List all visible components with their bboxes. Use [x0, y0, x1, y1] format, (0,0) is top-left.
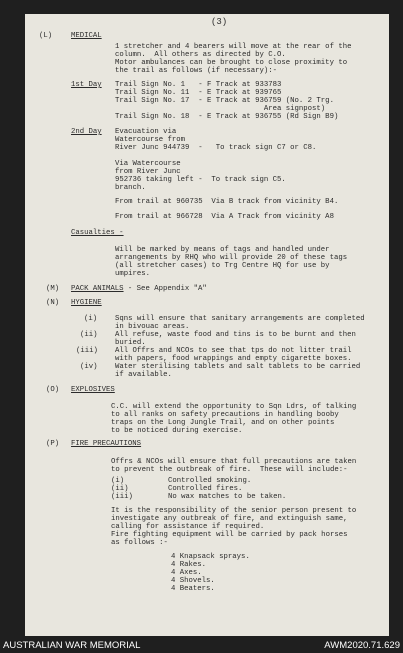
fire-item-number: (i) — [111, 477, 125, 485]
fire-line: to prevent the outbreak of fire. These will include:- — [111, 466, 348, 474]
fire-line: It is the responsibility of the senior person present to — [111, 507, 357, 515]
fire-item-text: Controlled fires. — [168, 485, 243, 493]
evac-row: Via Watercourse — [115, 160, 181, 168]
fire-item-text: No wax matches to be taken. — [168, 493, 287, 501]
equipment-item: 4 Beaters. — [171, 585, 215, 593]
casualties-line: arrangements by RHQ who will provide 20 of these tags — [115, 254, 348, 262]
medical-line: the trail as follows (if necessary):- — [115, 67, 278, 75]
explosives-line: to be noticed during exercise. — [111, 427, 243, 435]
casualties-line: Will be marked by means of tags and handled under — [115, 246, 330, 254]
fire-line: calling for assistance if required. — [111, 523, 265, 531]
equipment-item: 4 Shovels. — [171, 577, 215, 585]
fire-line: investigate any outbreak of fire, and extinguish same, — [111, 515, 348, 523]
section-m-note: - See Appendix "A" — [123, 285, 207, 293]
section-l-number: (L) — [39, 32, 53, 40]
evac-row: Evacuation via — [115, 128, 177, 136]
hygiene-item-line: All refuse, waste food and tins is to be burnt and then — [115, 331, 356, 339]
day-2-label: 2nd Day — [71, 128, 102, 136]
section-n-number: (N) — [46, 299, 60, 307]
casualties-line: umpires. — [115, 270, 151, 278]
evac-row: From trail at 966728 Via A Track from vicinity A8 — [115, 213, 334, 221]
footer-source: AUSTRALIAN WAR MEMORIAL — [3, 640, 141, 651]
footer-id: AWM2020.71.629 — [324, 640, 400, 651]
equipment-item: 4 Axes. — [171, 569, 202, 577]
hygiene-item-line: Sqns will ensure that sanitary arrangements are completed — [115, 315, 365, 323]
page-number: (3) — [211, 17, 228, 27]
trail-row: Trail Sign No. 1 - F Track at 933783 — [115, 81, 282, 89]
evac-row: branch. — [115, 184, 146, 192]
explosives-line: to all ranks on safety precautions in handling booby — [111, 411, 339, 419]
evac-row: 952736 taking left - To track sign C5. — [115, 176, 286, 184]
evac-row: from River Junc — [115, 168, 181, 176]
fire-line: Fire fighting equipment will be carried by pack horses — [111, 531, 348, 539]
fire-item-text: Controlled smoking. — [168, 477, 252, 485]
document-page — [25, 14, 389, 636]
equipment-item: 4 Rakes. — [171, 561, 207, 569]
casualties-label: Casualties - — [71, 229, 124, 237]
explosives-line: traps on the Long Jungle Trail, and on other points — [111, 419, 335, 427]
hygiene-item-number: (iv) — [80, 363, 98, 371]
section-m-number: (M) — [46, 285, 60, 293]
trail-row: Trail Sign No. 11 - E Track at 939765 — [115, 89, 282, 97]
fire-line: Offrs & NCOs will ensure that full precautions are taken — [111, 458, 357, 466]
trail-row: Trail Sign No. 17 - E Track at 936759 (No. 2 Trg. — [115, 97, 334, 105]
evac-row: From trail at 960735 Via B track from vicinity B4. — [115, 198, 339, 206]
section-p-number: (P) — [46, 440, 60, 448]
fire-item-number: (iii) — [111, 493, 133, 501]
fire-item-number: (ii) — [111, 485, 129, 493]
section-n-title: HYGIENE — [71, 299, 102, 307]
section-m-title: PACK ANIMALS — [71, 285, 124, 293]
medical-line: column. All others as directed by C.O. — [115, 51, 286, 59]
medical-line: 1 stretcher and 4 bearers will move at the rear of the — [115, 43, 352, 51]
trail-row: Area signpost) — [115, 105, 326, 113]
trail-row: Trail Sign No. 18 - E Track at 936755 (Rd Sign B9) — [115, 113, 339, 121]
evac-row: River Junc 944739 - To track sign C7 or C8. — [115, 144, 317, 152]
hygiene-item-line: with papers, food wrappings and empty cigarette boxes. — [115, 355, 352, 363]
hygiene-item-line: in bivouac areas. — [115, 323, 190, 331]
hygiene-item-line: buried. — [115, 339, 146, 347]
hygiene-item-line: if available. — [115, 371, 172, 379]
hygiene-item-number: (ii) — [80, 331, 98, 339]
hygiene-item-number: (iii) — [76, 347, 98, 355]
section-o-title: EXPLOSIVES — [71, 386, 115, 394]
section-o-number: (O) — [46, 386, 60, 394]
explosives-line: C.C. will extend the opportunity to Sqn Ldrs, of talking — [111, 403, 357, 411]
section-m-heading — [71, 285, 207, 294]
casualties-line: (all stretcher cases) to Trg Centre HQ for use by — [115, 262, 330, 270]
hygiene-item-number: (i) — [84, 315, 98, 323]
section-l-title: MEDICAL — [71, 32, 102, 40]
fire-line: as follows :- — [111, 539, 168, 547]
day-1-label: 1st Day — [71, 81, 102, 89]
footer-bar — [0, 637, 403, 653]
section-p-title: FIRE PRECAUTIONS — [71, 440, 142, 448]
equipment-item: 4 Knapsack sprays. — [171, 553, 250, 561]
evac-row: Watercourse from — [115, 136, 186, 144]
medical-line: Motor ambulances can be brought to close proximity to — [115, 59, 348, 67]
hygiene-item-line: All Offrs and NCOs to see that tps do not litter trail — [115, 347, 352, 355]
hygiene-item-line: Water sterilising tablets and salt tablets to be carried — [115, 363, 361, 371]
